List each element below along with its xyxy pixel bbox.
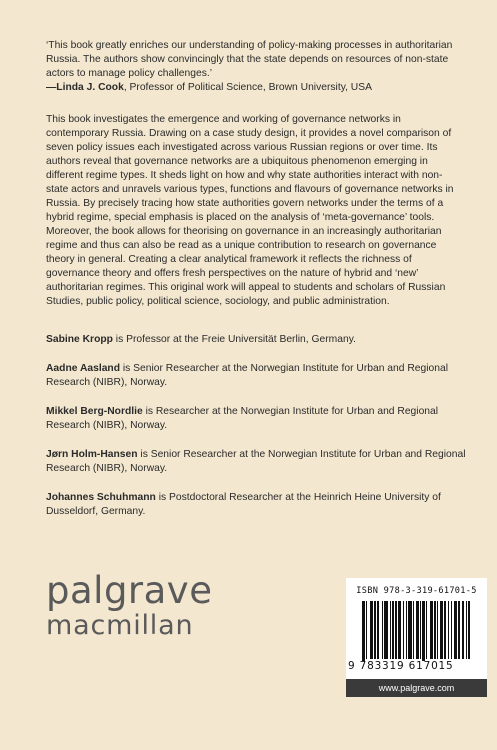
barcode-bar <box>372 601 373 659</box>
isbn-label: ISBN 978-3-319-61701-5 <box>356 586 477 596</box>
publisher-logo-line1: palgrave <box>46 569 213 612</box>
endorsement-quote: ‘This book greatly enriches our understanding of policy-making processes in authoritarian Russia. The authors show convincingly that the state depends on resources of non-state actors to manage policy challenges.’ <box>46 40 453 79</box>
barcode-bar <box>410 601 412 659</box>
barcode-bar <box>462 601 463 659</box>
barcode-bar <box>409 601 410 659</box>
barcode-bar <box>420 601 421 659</box>
barcode-bar <box>382 601 383 659</box>
barcode-bar <box>366 601 367 659</box>
barcode-bar <box>451 601 452 659</box>
barcode-bar <box>431 601 432 659</box>
barcode-bar <box>454 601 455 659</box>
barcode-bar <box>422 601 424 661</box>
barcode-bar <box>430 601 431 659</box>
barcode-bar <box>440 601 442 659</box>
barcode-bar <box>364 601 365 661</box>
author-name: Jørn Holm-Hansen <box>46 449 138 460</box>
barcode-bar <box>426 601 427 659</box>
barcode-bar <box>378 601 379 659</box>
barcode-bar <box>406 601 407 659</box>
barcode-bar <box>400 601 401 659</box>
barcode-bar <box>385 601 386 659</box>
barcode-graphic <box>362 601 472 661</box>
barcode-bar <box>396 601 397 659</box>
barcode-bar <box>398 601 400 659</box>
barcode-bar <box>370 601 371 659</box>
barcode-bar <box>390 601 391 659</box>
barcode-bar <box>463 601 464 659</box>
barcode-bar <box>371 601 372 659</box>
author-bio-text: is Senior Researcher at the Norwegian Institute for Urban and Regional Research (NIBR), Norway. <box>46 363 448 388</box>
barcode-bar <box>392 601 394 659</box>
author-name: Aadne Aasland <box>46 363 121 374</box>
author-bio-text: is Senior Researcher at the Norwegian Institute for Urban and Regional Research (NIBR), Norway. <box>46 449 466 474</box>
barcode-bar <box>434 601 436 659</box>
barcode-bar <box>455 601 456 659</box>
endorser-name: —Linda J. Cook <box>46 82 124 93</box>
barcode-bar <box>418 601 419 659</box>
barcode-bar <box>395 601 396 659</box>
barcode-digits: 9 783319 617015 <box>348 660 454 672</box>
endorser-title: , Professor of Political Science, Brown University, USA <box>123 82 372 93</box>
author-bio <box>46 405 466 433</box>
barcode-bar <box>456 601 457 659</box>
author-bio-text: is Professor at the Freie Universität Berlin, Germany. <box>112 334 356 345</box>
barcode-bar <box>413 601 414 659</box>
publisher-logo <box>46 569 213 641</box>
author-bio-text: is Postdoctoral Researcher at the Heinrich Heine University of Dusseldorf, Germany. <box>46 492 441 517</box>
barcode-bar <box>424 601 425 661</box>
barcode-bar <box>448 601 449 659</box>
author-bio-text: is Researcher at the Norwegian Institute for Urban and Regional Research (NIBR), Norway. <box>46 406 439 431</box>
barcode-bar <box>469 601 470 659</box>
barcode-bar <box>408 601 409 659</box>
author-name: Johannes Schuhmann <box>46 492 156 503</box>
barcode-bar <box>386 601 388 659</box>
publisher-logo-line2: macmillan <box>46 610 194 641</box>
barcode-bar <box>445 601 446 659</box>
barcode-bar <box>458 601 460 659</box>
book-description: This book investigates the emergence and working of governance networks in contemporary Russia. Drawing on a case study design, it provides a novel comparison of seven policy issues each investigated across various Russian regions or over time. Its authors reveal that governance networks are a ubiquitous phenomenon emerging in different regime types. It sheds light on how and why state authorities interact with non-state actors and unravels various types, functions and flavours of governance networks in Russia. By precisely tracing how state authorities govern networks under the terms of a hybrid regime, special emphasis is placed on the analysis of ‘meta-governance’ tools. Moreover, the book allows for theorising on governance in an increasingly authoritarian regime and thus can also be read as a unique contribution to research on governance theory in general. Creating a clear analytical framework it reflects the richness of governance theory and offers fresh perspectives on the nature of hybrid and ‘new’ authoritarian regimes. This original work will appeal to students and scholars of Russian Studies, public policy, political science, sociology, and public administration. <box>46 114 454 307</box>
author-bio <box>46 491 466 519</box>
author-name: Sabine Kropp <box>46 334 113 345</box>
author-bio <box>46 333 466 347</box>
barcode-bar <box>403 601 404 659</box>
publisher-website[interactable]: www.palgrave.com <box>346 679 487 697</box>
barcode-bar <box>444 601 445 659</box>
barcode-bar <box>384 601 385 659</box>
barcode-bar <box>466 601 467 659</box>
author-bio <box>46 362 466 390</box>
barcode-bar <box>374 601 376 659</box>
barcode-bar <box>437 601 438 659</box>
barcode-bar <box>442 601 443 659</box>
author-bio <box>46 448 466 476</box>
barcode-bar <box>377 601 378 659</box>
barcode-bar <box>362 601 364 661</box>
barcode-bar <box>416 601 418 659</box>
barcode-bar <box>468 601 469 659</box>
author-name: Mikkel Berg-Nordlie <box>46 406 143 417</box>
barcode-bar <box>432 601 433 659</box>
endorsement-attribution <box>46 81 458 95</box>
barcode-panel <box>346 578 487 679</box>
